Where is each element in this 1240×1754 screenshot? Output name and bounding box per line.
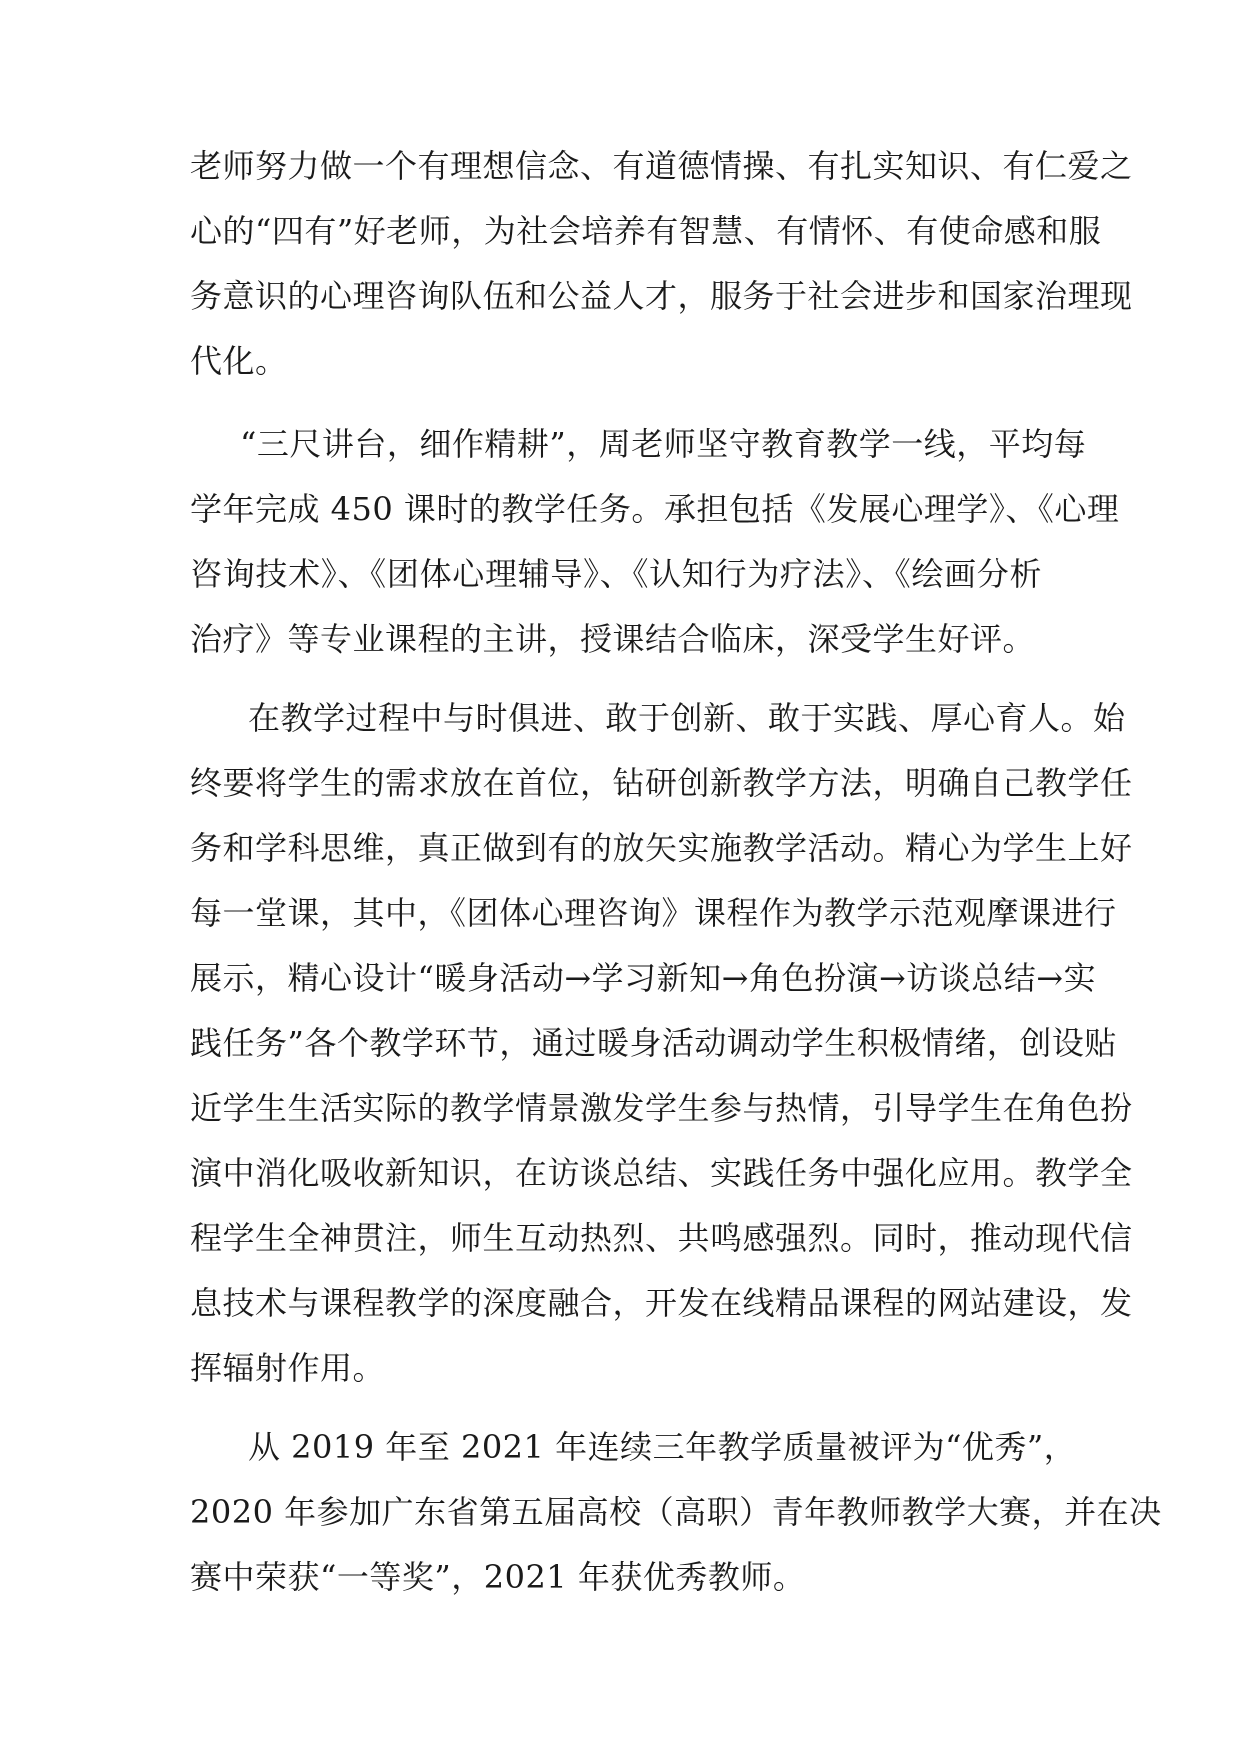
text-line: 挥辐射作用。 xyxy=(190,1349,386,1387)
text-line: 务意识的心理咨询队伍和公益人才，服务于社会进步和国家治理现 xyxy=(190,277,1133,315)
text-line: 展示，精心设计“暖身活动→学习新知→角色扮演→访谈总结→实 xyxy=(190,959,1097,997)
text-line: 心的“四有”好老师，为社会培养有智慧、有情怀、有使命感和服 xyxy=(190,212,1102,250)
text-line: 每一堂课，其中，《团体心理咨询》课程作为教学示范观摩课进行 xyxy=(190,894,1117,932)
text-line: 咨询技术》、《团体心理辅导》、《认知行为疗法》、《绘画分析 xyxy=(190,555,1042,593)
text-line: 2020 年参加广东省第五届高校（高职）青年教师教学大赛，并在决 xyxy=(190,1493,1162,1531)
text-line: 赛中荣获“一等奖”，2021 年获优秀教师。 xyxy=(190,1558,806,1596)
text-line: 终要将学生的需求放在首位，钻研创新教学方法，明确自己教学任 xyxy=(190,764,1133,802)
text-line: 从 2019 年至 2021 年连续三年教学质量被评为“优秀”， xyxy=(248,1428,1077,1466)
text-line: 息技术与课程教学的深度融合，开发在线精品课程的网站建设，发 xyxy=(190,1284,1133,1322)
text-line: 在教学过程中与时俱进、敢于创新、敢于实践、厚心育人。始 xyxy=(248,699,1126,737)
text-line: 程学生全神贯注，师生互动热烈、共鸣感强烈。同时，推动现代信 xyxy=(190,1219,1133,1257)
text-line: 代化。 xyxy=(190,342,288,380)
text-line: “三尺讲台，细作精耕”，周老师坚守教育教学一线，平均每 xyxy=(240,425,1087,463)
text-line: 务和学科思维，真正做到有的放矢实施教学活动。精心为学生上好 xyxy=(190,829,1133,867)
text-line: 老师努力做一个有理想信念、有道德情操、有扎实知识、有仁爱之 xyxy=(190,147,1133,185)
text-line: 学年完成 450 课时的教学任务。承担包括《发展心理学》、《心理 xyxy=(190,490,1120,528)
text-line: 践任务”各个教学环节，通过暖身活动调动学生积极情绪，创设贴 xyxy=(190,1024,1117,1062)
text-line: 演中消化吸收新知识，在访谈总结、实践任务中强化应用。教学全 xyxy=(190,1154,1133,1192)
text-line: 治疗》等专业课程的主讲，授课结合临床，深受学生好评。 xyxy=(190,620,1036,658)
text-line: 近学生生活实际的教学情景激发学生参与热情，引导学生在角色扮 xyxy=(190,1089,1133,1127)
